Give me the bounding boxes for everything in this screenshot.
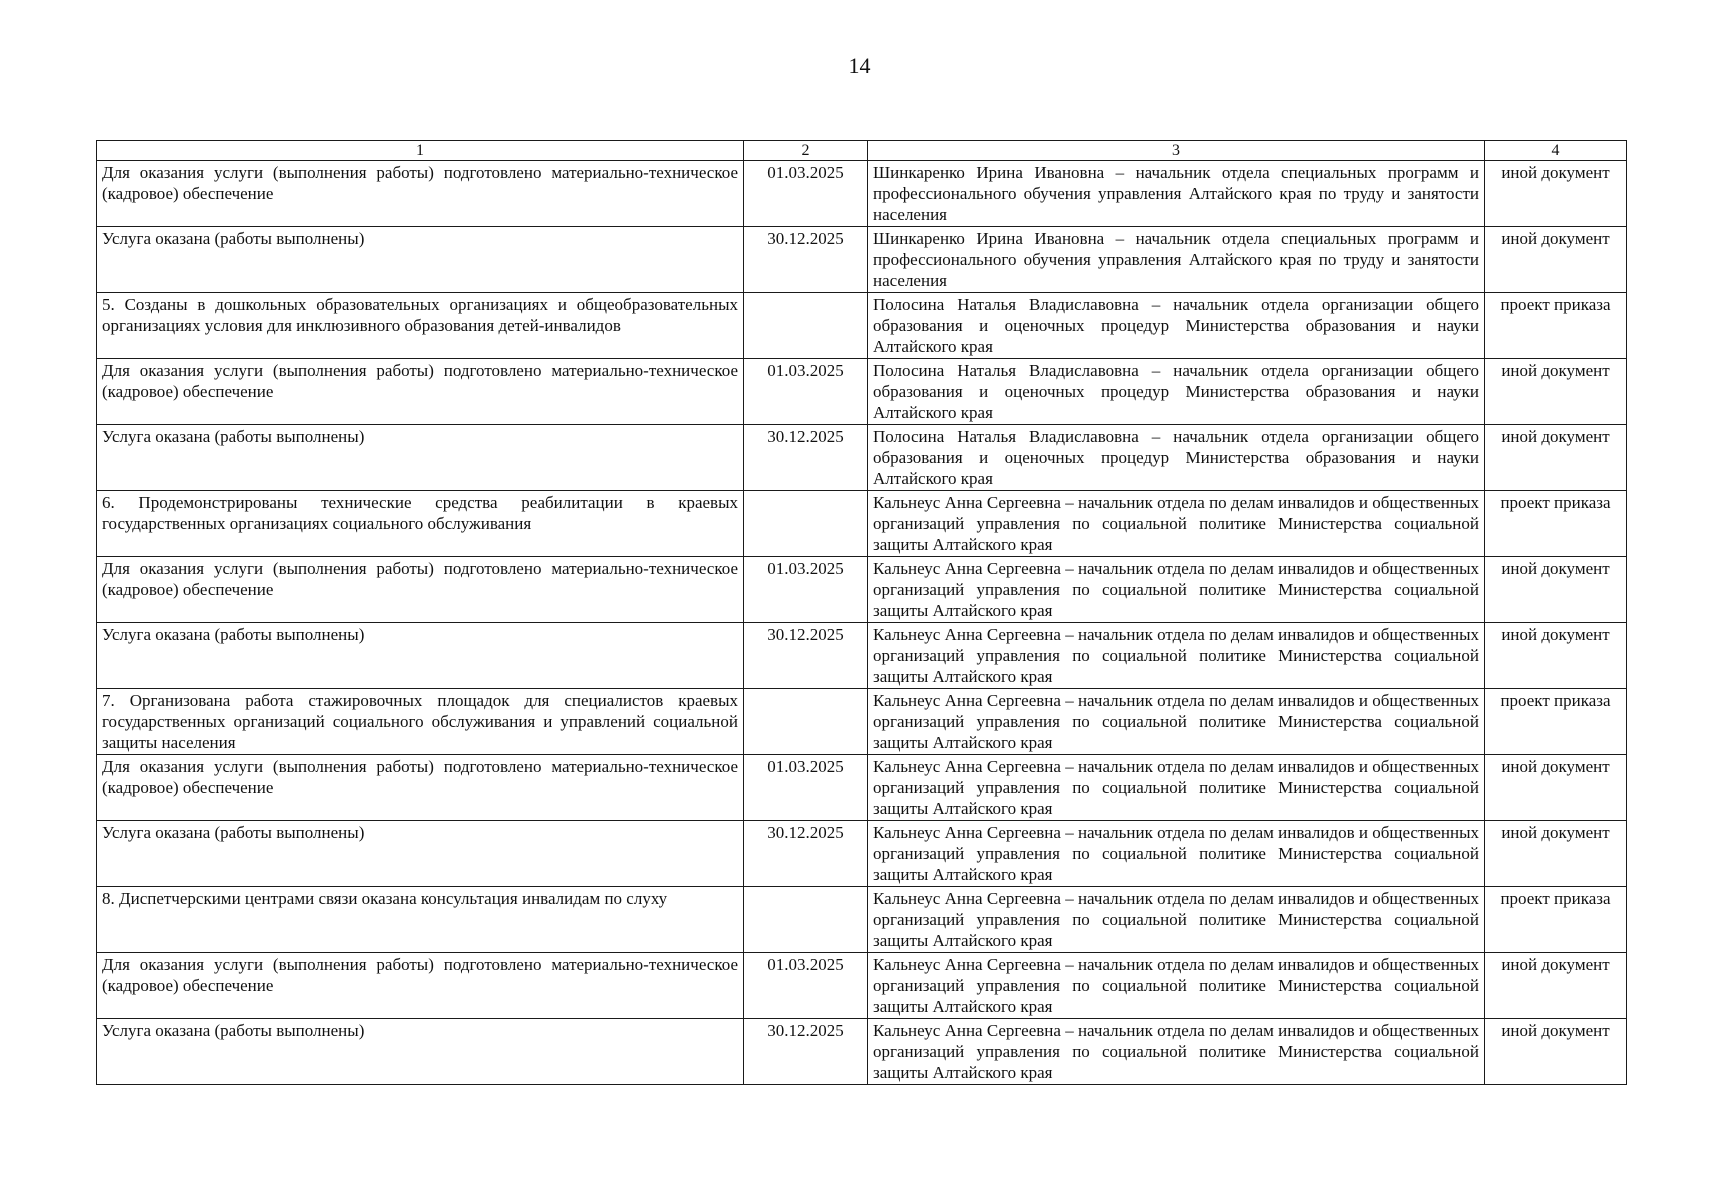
- table-row: [97, 425, 1627, 491]
- responsible-cell: Шинкаренко Ирина Ивановна – начальник отдела специальных программ и профессионального обучения управления Алтайского края по труду и занятости населения: [868, 161, 1485, 227]
- document-type-cell: проект приказа: [1485, 293, 1627, 359]
- responsible-cell: Кальнеус Анна Сергеевна – начальник отдела по делам инвалидов и общественных организаций управления по социальной политике Министерства социальной защиты Алтайского края: [868, 953, 1485, 1019]
- date-cell: 01.03.2025: [744, 161, 868, 227]
- table-row: [97, 887, 1627, 953]
- table-row: [97, 689, 1627, 755]
- table-row: [97, 359, 1627, 425]
- task-cell: Услуга оказана (работы выполнены): [97, 821, 744, 887]
- responsible-cell: Полосина Наталья Владиславовна – начальник отдела организации общего образования и оценочных процедур Министерства образования и науки Алтайского края: [868, 293, 1485, 359]
- document-type-cell: иной документ: [1485, 425, 1627, 491]
- document-type-cell: иной документ: [1485, 227, 1627, 293]
- document-type-cell: иной документ: [1485, 623, 1627, 689]
- column-header: 4: [1485, 141, 1627, 161]
- document-type-cell: иной документ: [1485, 953, 1627, 1019]
- responsible-cell: Шинкаренко Ирина Ивановна – начальник отдела специальных программ и профессионального обучения управления Алтайского края по труду и занятости населения: [868, 227, 1485, 293]
- table-header-row: [97, 141, 1627, 161]
- document-type-cell: проект приказа: [1485, 887, 1627, 953]
- table-row: [97, 161, 1627, 227]
- task-cell: 8. Диспетчерскими центрами связи оказана консультация инвалидам по слуху: [97, 887, 744, 953]
- date-cell: [744, 491, 868, 557]
- date-cell: 01.03.2025: [744, 755, 868, 821]
- task-cell: Для оказания услуги (выполнения работы) подготовлено материально-техническое (кадровое) обеспечение: [97, 953, 744, 1019]
- task-cell: 7. Организована работа стажировочных площадок для специалистов краевых государственных организаций социального обслуживания и управлений социальной защиты населения: [97, 689, 744, 755]
- task-cell: Для оказания услуги (выполнения работы) подготовлено материально-техническое (кадровое) обеспечение: [97, 161, 744, 227]
- responsible-cell: Кальнеус Анна Сергеевна – начальник отдела по делам инвалидов и общественных организаций управления по социальной политике Министерства социальной защиты Алтайского края: [868, 689, 1485, 755]
- table-row: [97, 1019, 1627, 1085]
- responsible-cell: Кальнеус Анна Сергеевна – начальник отдела по делам инвалидов и общественных организаций управления по социальной политике Министерства социальной защиты Алтайского края: [868, 1019, 1485, 1085]
- date-cell: 01.03.2025: [744, 953, 868, 1019]
- page-number: 14: [848, 53, 871, 78]
- date-cell: 30.12.2025: [744, 623, 868, 689]
- table-row: [97, 953, 1627, 1019]
- table-row: [97, 293, 1627, 359]
- date-cell: [744, 293, 868, 359]
- document-type-cell: иной документ: [1485, 1019, 1627, 1085]
- table-body: [97, 161, 1627, 1085]
- document-type-cell: иной документ: [1485, 821, 1627, 887]
- date-cell: 30.12.2025: [744, 227, 868, 293]
- plan-table: [96, 140, 1627, 1085]
- column-header: 1: [97, 141, 744, 161]
- task-cell: Услуга оказана (работы выполнены): [97, 425, 744, 491]
- task-cell: Услуга оказана (работы выполнены): [97, 623, 744, 689]
- responsible-cell: Кальнеус Анна Сергеевна – начальник отдела по делам инвалидов и общественных организаций управления по социальной политике Министерства социальной защиты Алтайского края: [868, 491, 1485, 557]
- date-cell: [744, 689, 868, 755]
- table-row: [97, 623, 1627, 689]
- document-type-cell: проект приказа: [1485, 491, 1627, 557]
- task-cell: Для оказания услуги (выполнения работы) подготовлено материально-техническое (кадровое) обеспечение: [97, 557, 744, 623]
- document-type-cell: проект приказа: [1485, 689, 1627, 755]
- column-header: 2: [744, 141, 868, 161]
- date-cell: 01.03.2025: [744, 557, 868, 623]
- responsible-cell: Кальнеус Анна Сергеевна – начальник отдела по делам инвалидов и общественных организаций управления по социальной политике Министерства социальной защиты Алтайского края: [868, 557, 1485, 623]
- task-cell: Для оказания услуги (выполнения работы) подготовлено материально-техническое (кадровое) обеспечение: [97, 755, 744, 821]
- responsible-cell: Кальнеус Анна Сергеевна – начальник отдела по делам инвалидов и общественных организаций управления по социальной политике Министерства социальной защиты Алтайского края: [868, 755, 1485, 821]
- date-cell: 30.12.2025: [744, 821, 868, 887]
- task-cell: 6. Продемонстрированы технические средства реабилитации в краевых государственных организациях социального обслуживания: [97, 491, 744, 557]
- responsible-cell: Кальнеус Анна Сергеевна – начальник отдела по делам инвалидов и общественных организаций управления по социальной политике Министерства социальной защиты Алтайского края: [868, 623, 1485, 689]
- task-cell: Услуга оказана (работы выполнены): [97, 227, 744, 293]
- table-row: [97, 227, 1627, 293]
- responsible-cell: Полосина Наталья Владиславовна – начальник отдела организации общего образования и оценочных процедур Министерства образования и науки Алтайского края: [868, 359, 1485, 425]
- table-row: [97, 755, 1627, 821]
- task-cell: Услуга оказана (работы выполнены): [97, 1019, 744, 1085]
- table-row: [97, 821, 1627, 887]
- document-type-cell: иной документ: [1485, 161, 1627, 227]
- responsible-cell: Кальнеус Анна Сергеевна – начальник отдела по делам инвалидов и общественных организаций управления по социальной политике Министерства социальной защиты Алтайского края: [868, 887, 1485, 953]
- table-row: [97, 557, 1627, 623]
- document-type-cell: иной документ: [1485, 755, 1627, 821]
- column-header: 3: [868, 141, 1485, 161]
- date-cell: 30.12.2025: [744, 1019, 868, 1085]
- document-type-cell: иной документ: [1485, 557, 1627, 623]
- task-cell: Для оказания услуги (выполнения работы) подготовлено материально-техническое (кадровое) обеспечение: [97, 359, 744, 425]
- responsible-cell: Полосина Наталья Владиславовна – начальник отдела организации общего образования и оценочных процедур Министерства образования и науки Алтайского края: [868, 425, 1485, 491]
- table-row: [97, 491, 1627, 557]
- task-cell: 5. Созданы в дошкольных образовательных организациях и общеобразовательных организациях условия для инклюзивного образования детей-инвалидов: [97, 293, 744, 359]
- responsible-cell: Кальнеус Анна Сергеевна – начальник отдела по делам инвалидов и общественных организаций управления по социальной политике Министерства социальной защиты Алтайского края: [868, 821, 1485, 887]
- date-cell: 01.03.2025: [744, 359, 868, 425]
- date-cell: [744, 887, 868, 953]
- date-cell: 30.12.2025: [744, 425, 868, 491]
- document-type-cell: иной документ: [1485, 359, 1627, 425]
